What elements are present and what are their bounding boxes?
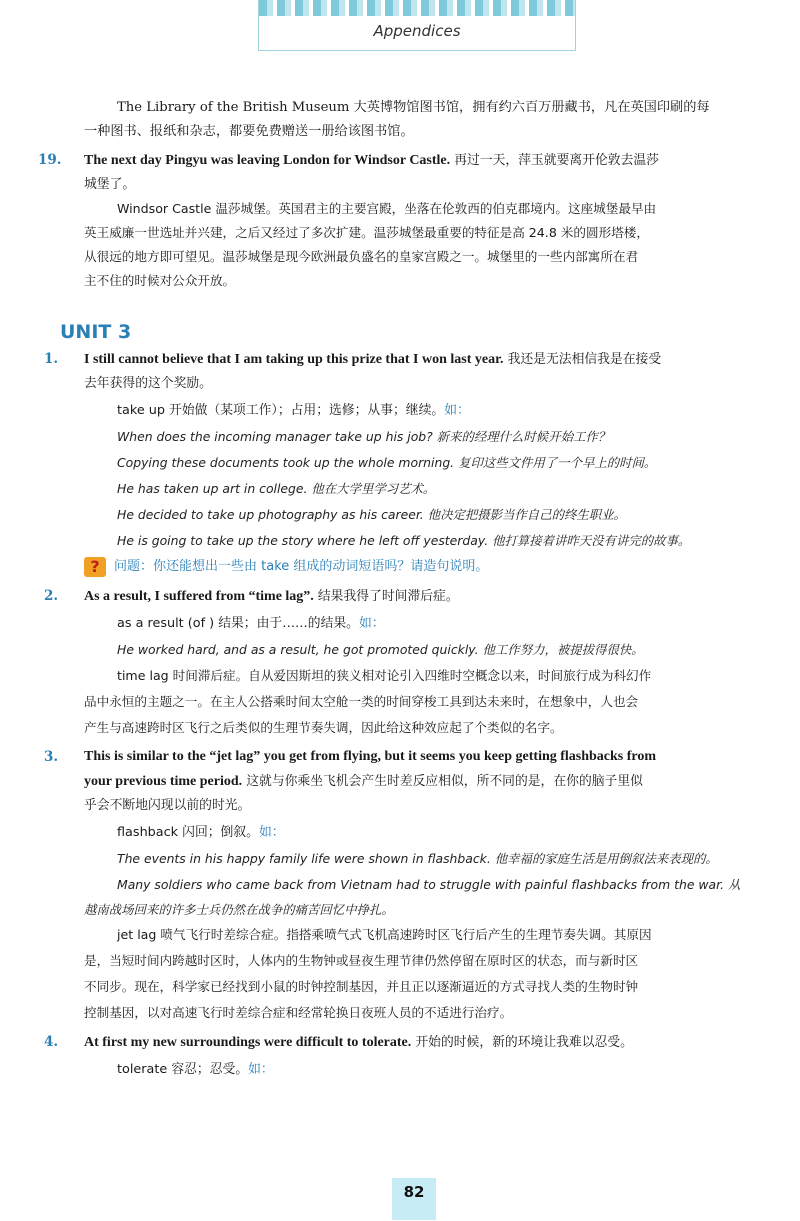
phrase-definition: take up 开始做（某项工作）；占用；选修；从事；继续。 — [117, 403, 445, 418]
example-sentence: He is going to take up the story where he left off yesterday. 他打算接着讲昨天没有讲完的故事。 — [117, 533, 691, 548]
header-decoration — [259, 0, 575, 16]
item-sentence: your previous time period. — [84, 774, 243, 789]
example-marker: 如： — [248, 1062, 274, 1077]
note-item-1 — [44, 347, 762, 396]
phrase-definition: as a result (of ) 结果；由于……的结果。 — [117, 616, 359, 631]
item-number: 3. — [44, 749, 59, 765]
item-translation: 城堡了。 — [84, 177, 136, 192]
example-sentence: He worked hard, and as a result, he got promoted quickly. 他工作努力，被提拔得很快。 — [117, 642, 644, 657]
phrase-line — [62, 609, 762, 637]
unit-title: UNIT 3 — [60, 321, 132, 343]
item-sentence: As a result, I suffered from “time lag”. — [84, 589, 314, 604]
item-translation: 结果我得了时间滞后症。 — [313, 589, 459, 604]
note-line: 是，当短时间内跨越时区时，人体内的生物钟或昼夜生理节律仍然停留在原时区的状态，而与新时区 — [84, 953, 639, 968]
item-sentence: At first my new surroundings were difficult to tolerate. — [84, 1035, 412, 1050]
example-sentence: He decided to take up photography as his career. 他决定把摄影当作自己的终生职业。 — [117, 507, 626, 522]
note-line: 英王威廉一世选址并兴建，之后又经过了多次扩建。温莎城堡最重要的特征是高 24.8 米的圆形塔楼， — [84, 225, 649, 240]
item-translation: 乎会不断地闪现以前的时光。 — [84, 798, 251, 813]
example-sentence: The events in his happy family life were shown in flashback. 他幸福的家庭生活是用倒叙法来表现的。 — [117, 851, 718, 866]
intro-line: The Library of the British Museum 大英博物馆图书馆，拥有约六百万册藏书，凡在英国印刷的每 — [117, 100, 710, 115]
item-number: 1. — [44, 351, 59, 367]
example-marker: 如： — [258, 825, 285, 840]
item-translation: 去年获得的这个奖励。 — [84, 376, 212, 391]
phrase-line — [62, 1055, 762, 1083]
item-number: 4. — [44, 1034, 59, 1050]
example-sentence: Many soldiers who came back from Vietnam had to struggle with painful flashbacks from the war. 从 — [117, 877, 741, 892]
note-line: 不同步。现在，科学家已经找到小鼠的时钟控制基因，并且正以逐渐逼近的方式寻找人类的生物时钟 — [84, 979, 639, 994]
note-line: 从很远的地方即可望见。温莎城堡是现今欧洲最负盛名的皇家宫殿之一。城堡里的一些内部寓所在君 — [84, 249, 639, 264]
item-number: 2. — [44, 588, 59, 604]
example-marker: 如： — [444, 403, 470, 418]
phrase-definition: tolerate 容忍；忍受。 — [117, 1062, 249, 1077]
note-item-19 — [38, 148, 762, 197]
note-item-4 — [44, 1030, 762, 1055]
note-line: time lag 时间滞后症。自从爱因斯坦的狭义相对论引入四维时空概念以来，时间旅行成为科幻作 — [117, 668, 652, 683]
item-sentence: This is similar to the “jet lag” you get from flying, but it seems you keep getting flashbacks from — [84, 749, 657, 764]
page-number: 82 — [392, 1178, 436, 1220]
note-line: 品中永恒的主题之一。在主人公搭乘时间太空舱一类的时间穿梭工具到达未来时，在想象中，人也会 — [84, 694, 639, 709]
item-translation: 再过一天，萍玉就要离开伦敦去温莎 — [450, 153, 659, 168]
phrase-definition: flashback 闪回；倒叙。 — [117, 825, 259, 840]
note-line: 产生与高速跨时区飞行之后类似的生理节奏失调，因此给这种效应起了个类似的名字。 — [84, 720, 563, 735]
intro-line: 一种图书、报纸和杂志，都要免费赠送一册给该图书馆。 — [84, 124, 414, 139]
example-sentence: When does the incoming manager take up his job? 新来的经理什么时候开始工作？ — [117, 429, 611, 444]
example-sentence: He has taken up art in college. 他在大学里学习艺术。 — [117, 481, 436, 496]
question-icon: ? — [84, 557, 106, 577]
phrase-line — [62, 396, 762, 424]
example-sentence: 越南战场回来的许多士兵仍然在战争的痛苦回忆中挣扎。 — [84, 902, 394, 917]
example-sentence: Copying these documents took up the whole morning. 复印这些文件用了一个早上的时间。 — [117, 455, 657, 470]
note-item-2 — [44, 584, 762, 609]
item-translation: 我还是无法相信我是在接受 — [503, 352, 662, 367]
item-translation: 这就与你乘坐飞机会产生时差反应相似，所不同的是，在你的脑子里似 — [242, 774, 643, 789]
note-line: 主不住的时候对公众开放。 — [84, 273, 236, 288]
item-number: 19. — [38, 152, 62, 168]
note-line: Windsor Castle 温莎城堡。英国君主的主要宫殿，坐落在伦敦西的伯克郡境内。这座城堡最早由 — [117, 201, 657, 216]
question-line — [62, 554, 762, 580]
phrase-line — [62, 818, 762, 846]
note-line: 控制基因，以对高速飞行时差综合症和经常轮换日夜班人员的不适进行治疗。 — [84, 1005, 513, 1020]
page-body — [38, 96, 762, 1083]
question-text: 问题：你还能想出一些由 take 组成的动词短语吗？请造句说明。 — [114, 559, 489, 574]
item-sentence: The next day Pingyu was leaving London for Windsor Castle. — [84, 153, 451, 168]
item-translation: 开始的时候，新的环境让我难以忍受。 — [411, 1035, 633, 1050]
header-title: Appendices — [373, 22, 461, 40]
page-header — [258, 0, 576, 51]
note-item-3 — [44, 745, 762, 818]
note-line: jet lag 喷气飞行时差综合症。指搭乘喷气式飞机高速跨时区飞行后产生的生理节奏失调。其原因 — [117, 927, 652, 942]
item-sentence: I still cannot believe that I am taking up this prize that I won last year. — [84, 352, 504, 367]
example-marker: 如： — [358, 616, 385, 631]
